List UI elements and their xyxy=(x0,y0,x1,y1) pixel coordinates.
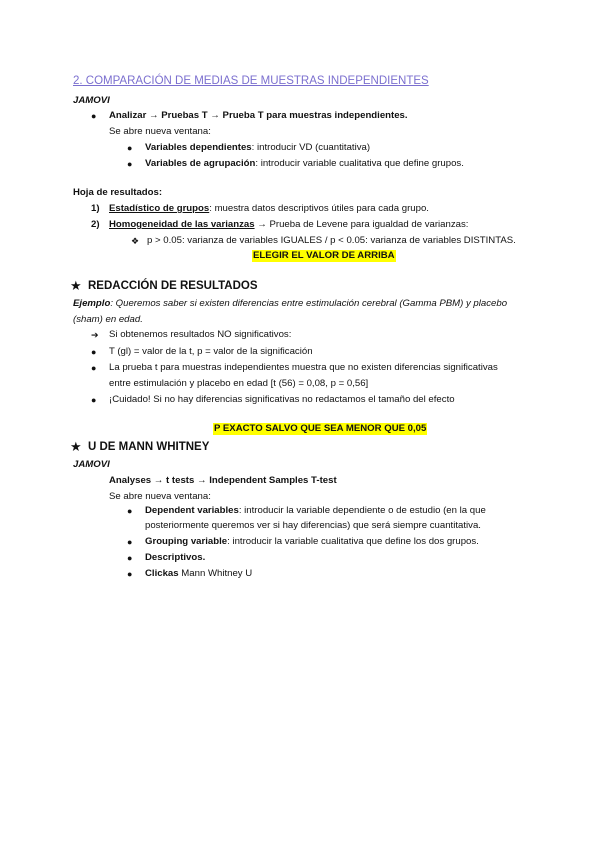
highlight-note: ELEGIR EL VALOR DE ARRIBA xyxy=(253,250,395,261)
software-label: JAMOVI xyxy=(73,95,110,106)
menu-path: Analizar → Pruebas T → Prueba T para muestras independientes. xyxy=(109,110,408,121)
list-item: Variables dependientes: introducir VD (cuantitativa) xyxy=(145,142,371,153)
list-item: Estadístico de grupos: muestra datos descriptivos útiles para cada grupo. xyxy=(109,203,429,214)
list-number: 1) xyxy=(91,203,100,214)
software-label: JAMOVI xyxy=(73,459,110,470)
arrow-item: Si obtenemos resultados NO significativos: xyxy=(109,329,292,340)
bullet-dot-icon: ● xyxy=(127,506,133,516)
bullet-dot-icon: ● xyxy=(91,111,97,121)
highlight-note: P EXACTO SALVO QUE SEA MENOR QUE 0,05 xyxy=(214,423,427,434)
arrow-icon: ➔ xyxy=(91,330,99,340)
example-line: (sham) en edad. xyxy=(73,314,143,325)
diamond-bullet-icon: ❖ xyxy=(131,236,140,246)
star-icon: ★ xyxy=(70,278,82,293)
list-item: Variables de agrupación: introducir variable cualitativa que define grupos. xyxy=(145,158,464,169)
bullet-dot-icon: ● xyxy=(127,569,133,579)
new-window-text: Se abre nueva ventana: xyxy=(109,491,211,502)
list-item: entre estimulación y placebo en edad [t (56) = 0,08, p = 0,56] xyxy=(109,378,369,389)
list-item: Descriptivos. xyxy=(145,552,206,563)
bullet-dot-icon: ● xyxy=(127,159,133,169)
bullet-dot-icon: ● xyxy=(91,347,97,357)
list-item: T (gl) = valor de la t, p = valor de la significación xyxy=(109,346,313,357)
list-item: Dependent variables: introducir la variable dependiente o de estudio (en la que xyxy=(145,505,486,516)
bullet-dot-icon: ● xyxy=(127,537,133,547)
section-heading: REDACCIÓN DE RESULTADOS xyxy=(88,280,258,292)
bullet-dot-icon: ● xyxy=(91,395,97,405)
list-number: 2) xyxy=(91,219,100,230)
list-item: Clickas Mann Whitney U xyxy=(145,568,253,579)
section-title: 2. COMPARACIÓN DE MEDIAS DE MUESTRAS INDEPENDIENTES xyxy=(73,75,429,87)
list-item: Grouping variable: introducir la variable cualitativa que define los dos grupos. xyxy=(145,536,479,547)
list-item: La prueba t para muestras independientes muestra que no existen diferencias significativas xyxy=(109,362,498,373)
list-item: Homogeneidad de las varianzas → Prueba de Levene para igualdad de varianzas: xyxy=(109,219,469,230)
menu-path: Analyses → t tests → Independent Samples T-test xyxy=(109,475,337,486)
bullet-dot-icon: ● xyxy=(91,363,97,373)
list-item: ¡Cuidado! Si no hay diferencias significativas no redactamos el tamaño del efecto xyxy=(109,394,455,405)
list-item: posteriormente queremos ver si hay diferencias) que será siempre cuantitativa. xyxy=(145,520,481,531)
section-heading: U DE MANN WHITNEY xyxy=(88,441,210,453)
star-icon: ★ xyxy=(70,439,82,454)
bullet-dot-icon: ● xyxy=(127,143,133,153)
example-line: Ejemplo: Queremos saber si existen diferencias entre estimulación cerebral (Gamma PBM) y placebo xyxy=(73,298,508,309)
new-window-text: Se abre nueva ventana: xyxy=(109,126,211,137)
bullet-dot-icon: ● xyxy=(127,553,133,563)
results-sheet-label: Hoja de resultados: xyxy=(73,187,163,198)
levene-rule: p > 0.05: varianza de variables IGUALES / p < 0.05: varianza de variables DISTINTAS. xyxy=(147,235,516,246)
